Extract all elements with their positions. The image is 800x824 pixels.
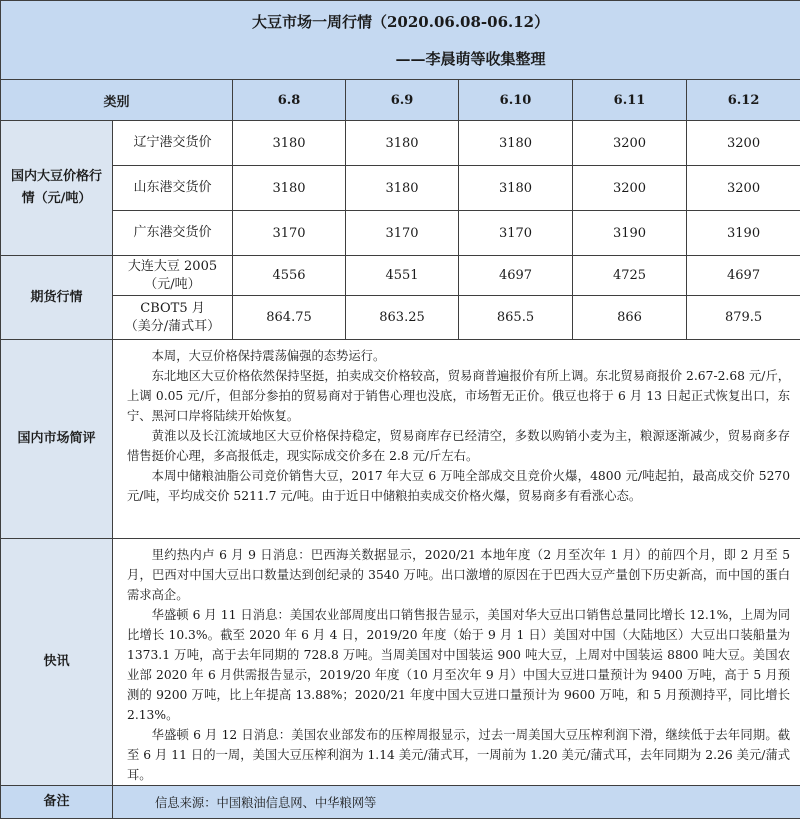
- remarks-label: 备注: [1, 786, 113, 819]
- futures-category-label: 期货行情: [1, 256, 113, 340]
- remarks-row: [1, 786, 800, 819]
- price-cell: 3200: [573, 166, 687, 211]
- review-paragraph: 本周，大豆价格保持震荡偏强的态势运行。: [151, 349, 386, 363]
- price-cell: 3180: [459, 121, 573, 166]
- title-cell: [1, 1, 800, 80]
- category-header: 类别: [1, 80, 233, 121]
- review-paragraph: 本周中储粮油脂公司竞价销售大豆，2017 年大豆 6 万吨全部成交且竞价火爆，4800 元/吨起拍，最高成交价 5270 元/吨，平均成交价 5211.7 元/吨。由于近日中储粮拍卖成交价格火爆，贸易商多有看涨心态。: [127, 469, 791, 503]
- table-row: [1, 211, 800, 256]
- news-content: [113, 539, 800, 786]
- page-subtitle: ——李晨萌等收集整理: [395, 50, 546, 68]
- news-paragraph: 华盛顿 6 月 12 日消息：美国农业部发布的压榨周报显示，过去一周美国大豆压榨利润下滑，继续低于去年同期。截至 6 月 11 日的一周，美国大豆压榨利润为 1.14 美元/蒲式耳，一周前为 1.20 美元/蒲式耳，去年同期为 2.26 美元/蒲式耳。: [127, 728, 791, 782]
- row-label: 辽宁港交货价: [113, 121, 233, 166]
- price-cell: 3170: [459, 211, 573, 256]
- domestic-category-label: 国内大豆价格行情（元/吨）: [1, 121, 113, 256]
- table-row: [1, 121, 800, 166]
- header-row: [1, 80, 800, 121]
- news-paragraph: 里约热内卢 6 月 9 日消息：巴西海关数据显示，2020/21 本地年度（2 月至次年 1 月）的前四个月，即 2 月至 5 月，巴西对中国大豆出口数量达到创纪录的 3540 万吨。出口激增的原因在于巴西大豆产量创下历史新高，而中国的蛋白需求高企。: [127, 548, 791, 602]
- price-cell: 4725: [573, 256, 687, 296]
- page-title: 大豆市场一周行情（2020.06.08-06.12）: [251, 13, 550, 31]
- date-header: 6.8: [233, 80, 346, 121]
- review-row: [1, 340, 800, 539]
- news-row: [1, 539, 800, 786]
- price-cell: 3180: [233, 166, 346, 211]
- price-cell: 3170: [233, 211, 346, 256]
- price-cell: 3180: [459, 166, 573, 211]
- date-header: 6.11: [573, 80, 687, 121]
- row-label-unit: （元/吨）: [144, 276, 201, 292]
- price-cell: 3180: [346, 121, 459, 166]
- price-cell: 865.5: [459, 296, 573, 340]
- price-cell: 4556: [233, 256, 346, 296]
- review-paragraph: 黄淮以及长江流域地区大豆价格保持稳定，贸易商库存已经清空，多数以购销小麦为主，粮源逐渐减少，贸易商多存惜售挺价心理，多高报低走，现实际成交价多在 2.8 元/斤左右。: [127, 429, 791, 463]
- row-label-unit: （美分/蒲式耳）: [124, 318, 221, 334]
- price-cell: 4551: [346, 256, 459, 296]
- news-label: 快讯: [1, 539, 113, 786]
- price-cell: 3170: [346, 211, 459, 256]
- price-cell: 879.5: [687, 296, 800, 340]
- review-paragraph: 东北地区大豆价格依然保持坚挺，拍卖成交价格较高，贸易商普遍报价有所上调。东北贸易商报价 2.67-2.68 元/斤，上调 0.05 元/斤，但部分参拍的贸易商对于销售心理也没底，市场暂无正价。俄豆也将于 6 月 13 日起正式恢复出口，东宁、黑河口岸将陆续开始恢复。: [127, 369, 791, 423]
- price-cell: 864.75: [233, 296, 346, 340]
- table-row: [1, 256, 800, 296]
- review-label: 国内市场简评: [1, 340, 113, 539]
- row-label: [113, 256, 233, 296]
- price-cell: 4697: [459, 256, 573, 296]
- title-row: [1, 1, 800, 80]
- row-label: 山东港交货价: [113, 166, 233, 211]
- price-cell: 3190: [687, 211, 800, 256]
- price-cell: 4697: [687, 256, 800, 296]
- row-label: 广东港交货价: [113, 211, 233, 256]
- price-cell: 863.25: [346, 296, 459, 340]
- row-label-line: 大连大豆 2005: [127, 258, 218, 274]
- price-cell: 3200: [573, 121, 687, 166]
- price-cell: 3200: [687, 166, 800, 211]
- row-label-line: CBOT5 月: [140, 300, 205, 316]
- remarks-text: 信息来源：中国粮油信息网、中华粮网等: [113, 786, 800, 819]
- review-content: [113, 340, 800, 539]
- row-label: [113, 296, 233, 340]
- price-cell: 3180: [346, 166, 459, 211]
- date-header: 6.12: [687, 80, 800, 121]
- price-cell: 3200: [687, 121, 800, 166]
- price-cell: 3180: [233, 121, 346, 166]
- news-paragraph: 华盛顿 6 月 11 日消息：美国农业部周度出口销售报告显示，美国对华大豆出口销售总量同比增长 12.1%，上周为同比增长 10.3%。截至 2020 年 6 月 4 日，2019/20 年度（始于 9 月 1 日）美国对中国（大陆地区）大豆出口装船量为 1373.1 万吨，高于去年同期的 728.8 万吨。当周美国对中国装运 900 吨大豆，上周对中国装运 8800 吨大豆。美国农业部 2020 年 6 月供需报告显示，2019/20 年度（10 月至次年 9 月）中国大豆进口量预计为 9400 万吨，高于 5 月预测的 9200 万吨，比上年提高 13.88%；2020/21 年度中国大豆进口量预计为 9600 万吨，和 5 月预测持平，同比增长 2.13%。: [127, 608, 791, 722]
- price-cell: 866: [573, 296, 687, 340]
- table-row: [1, 166, 800, 211]
- date-header: 6.9: [346, 80, 459, 121]
- price-cell: 3190: [573, 211, 687, 256]
- date-header: 6.10: [459, 80, 573, 121]
- table-row: [1, 296, 800, 340]
